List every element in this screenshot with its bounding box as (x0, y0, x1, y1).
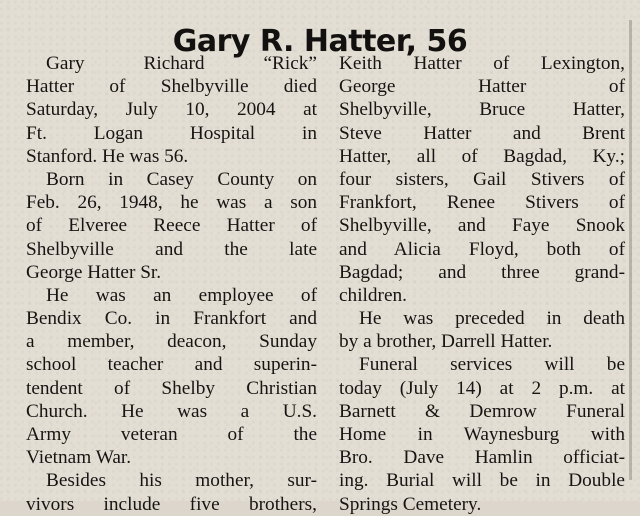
text-line: Frankfort, Renee Stivers of (339, 192, 625, 214)
text-line: Stanford. He was 56. (26, 145, 189, 167)
page-edge-shadow (629, 20, 632, 480)
text-line: Funeral services will be (359, 354, 625, 376)
text-line: of Elveree Reece Hatter of (26, 215, 317, 237)
text-line: Barnett & Demrow Funeral (339, 400, 625, 422)
text-line: Besides his mother, sur- (46, 470, 317, 492)
left-column (26, 52, 317, 516)
text-line: Hatter, all of Bagdad, Ky.; (339, 145, 625, 167)
text-line: Hatter of Shelbyville died (26, 76, 317, 98)
text-line: Vietnam War. (26, 447, 132, 469)
text-line: Ft. Logan Hospital in (26, 122, 317, 144)
text-line: today (July 14) at 2 p.m. at (339, 377, 625, 399)
text-line: Bagdad; and three grand- (339, 261, 625, 283)
text-line: vivors include five brothers, (26, 493, 317, 515)
text-line: school teacher and superin- (26, 354, 317, 376)
text-line: He was preceded in death (359, 308, 625, 330)
text-line: tendent of Shelby Christian (26, 377, 317, 399)
text-line: Springs Cemetery. (339, 493, 482, 515)
text-line: Saturday, July 10, 2004 at (26, 99, 317, 121)
text-line: four sisters, Gail Stivers of (339, 168, 625, 190)
text-line: Shelbyville and the late (26, 238, 317, 260)
obituary-headline: Gary R. Hatter, 56 (172, 24, 468, 60)
text-line: Bro. Dave Hamlin officiat- (339, 447, 625, 469)
text-line: George Hatter of (339, 76, 625, 98)
text-line: Keith Hatter of Lexington, (339, 53, 625, 74)
text-line: Home in Waynesburg with (339, 424, 625, 445)
text-line: and Alicia Floyd, both of (339, 238, 625, 260)
text-line: Gary Richard “Rick” (46, 53, 317, 74)
text-line: a member, deacon, Sunday (26, 331, 317, 353)
text-line: Feb. 26, 1948, he was a son (26, 192, 317, 214)
text-line: He was an employee of (46, 284, 317, 306)
text-line: children. (339, 284, 407, 306)
right-column (339, 52, 625, 516)
text-line: George Hatter Sr. (26, 261, 162, 283)
text-line: ing. Burial will be in Double (339, 470, 625, 492)
text-line: by a brother, Darrell Hatter. (339, 331, 553, 353)
text-line: Church. He was a U.S. (26, 400, 317, 422)
text-line: Shelbyville, Bruce Hatter, (339, 99, 625, 121)
text-line: Born in Casey County on (46, 168, 317, 190)
text-line: Steve Hatter and Brent (339, 122, 625, 144)
text-line: Shelbyville, and Faye Snook (339, 215, 625, 237)
text-line: Army veteran of the (26, 424, 317, 445)
text-line: Bendix Co. in Frankfort and (26, 308, 317, 330)
